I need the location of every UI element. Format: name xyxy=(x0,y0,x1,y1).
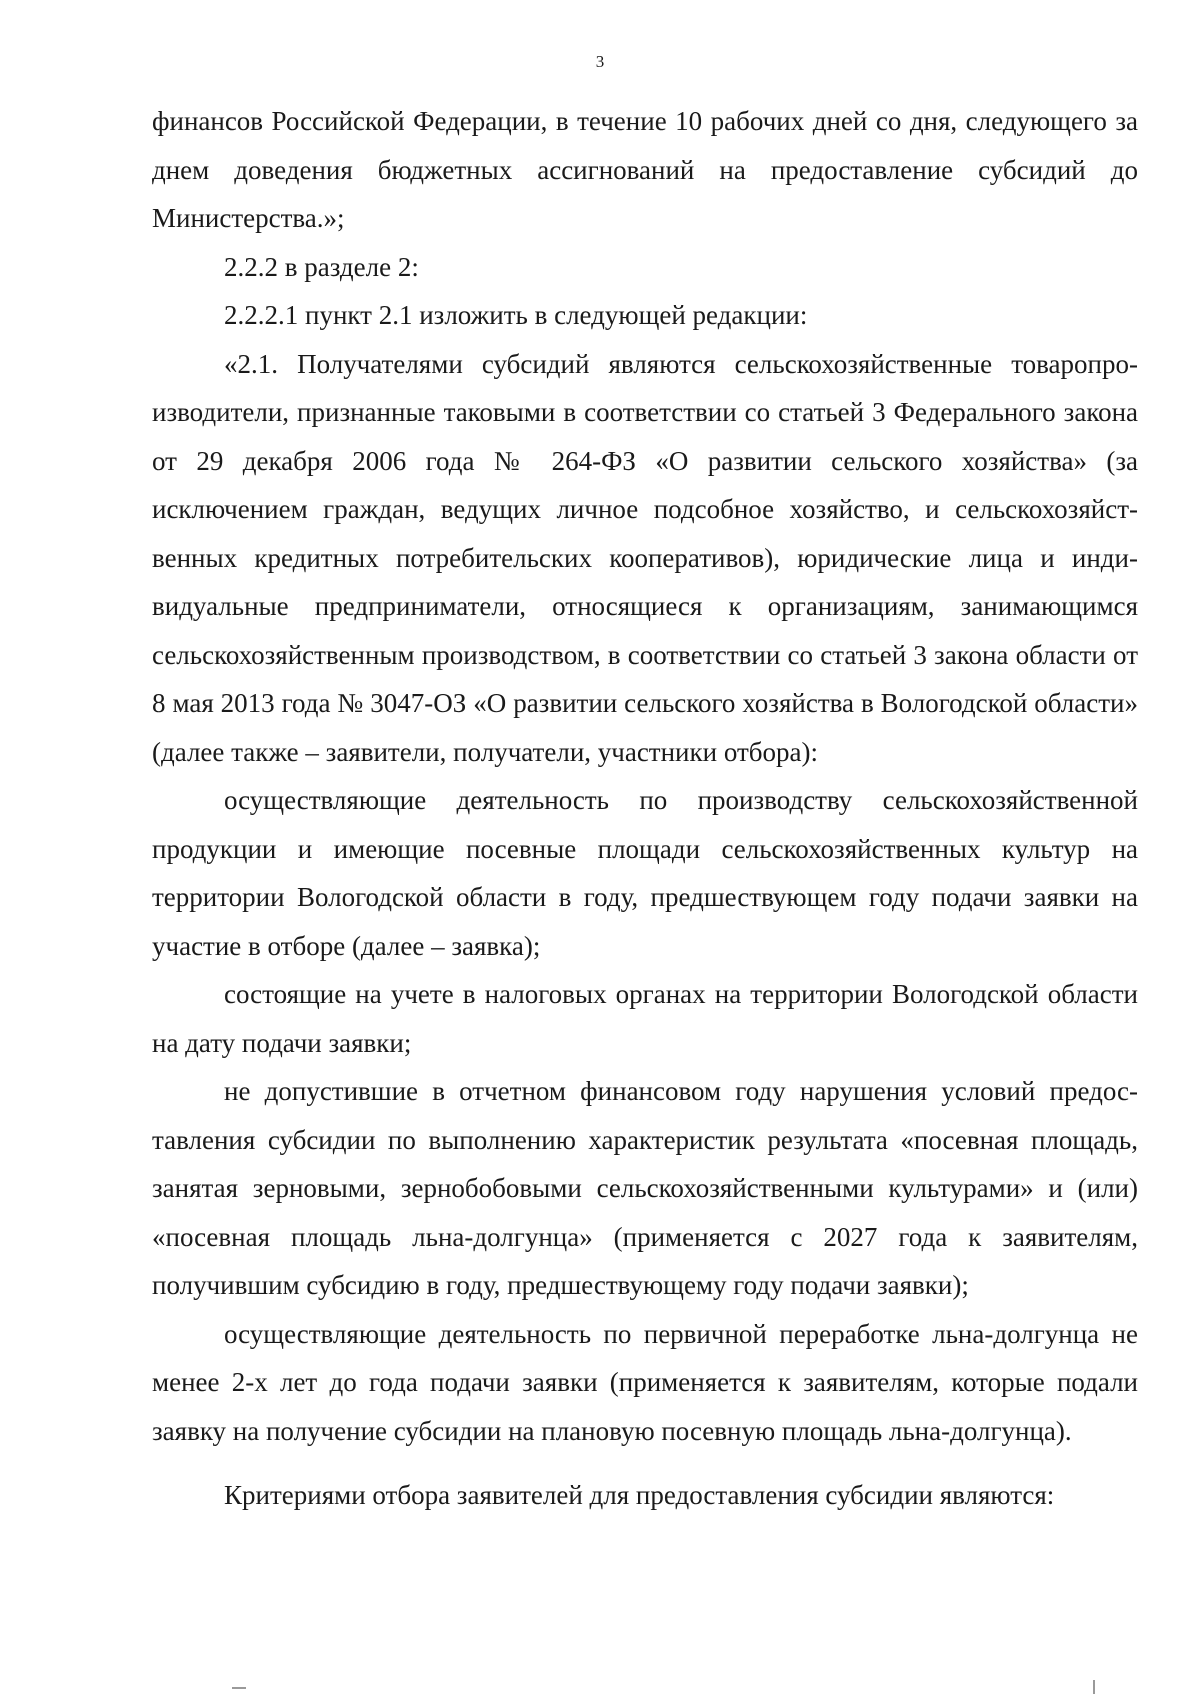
scan-artifact-right xyxy=(1093,1680,1095,1694)
scan-artifact-left xyxy=(232,1687,246,1689)
paragraph-selection-criteria: Критериями отбора заявителей для предоставления субсидии являются: xyxy=(224,1480,1055,1510)
paragraph-condition-flax-processing: осуществляющие деятельность по первичной переработке льна-долгунца не менее 2-х лет до года подачи заявки (применяется к заявителям, которые подали заявку на получение субсидии на плановую посевную площадь льна-долгунца). xyxy=(152,1318,1138,1446)
paragraph-condition-tax-registration: состоящие на учете в налоговых органах на территории Вологодской области на дату подачи заявки; xyxy=(152,979,1138,1058)
paragraph-condition-production: осуществляющие деятельность по производству сельскохозяйственной продукции и имеющие посевные площади сельскохозяйственных культур на территории Вологодской области в году, предшествующем году подачи заявки на участие в отборе (далее – заявка); xyxy=(152,785,1138,961)
paragraph-condition-no-violations: не допустившие в отчетном финансовом году нарушения условий предоставления субсидии по выполнению характеристик результата «посевная площадь, занятая зерновыми, зернобобовыми сельскохозяйственными культурами» и (или) «посевная площадь льна-долгунца» (применяется с 2027 года к заявителям, получившим субсидию в году, предшествующему году подачи заявки); xyxy=(152,1076,1138,1300)
paragraph-ministry-deadline: финансов Российской Федерации, в течение 10 рабочих дней со дня, следующего за днем доведения бюджетных ассигнований на предоставление субсидий до Министерства.»; xyxy=(152,106,1138,233)
page-number: 3 xyxy=(595,52,605,71)
paragraph-item-2-1-heading: 2.2.2.1 пункт 2.1 изложить в следующей редакции: xyxy=(224,300,808,330)
document-body xyxy=(152,97,1138,1520)
paragraph-section-2: 2.2.2 в разделе 2: xyxy=(224,251,419,282)
paragraph-recipients: «2.1. Получателями субсидий являются сельскохозяйственные товаропроизводители, признанные таковыми в соответствии со статьей 3 Федерального закона от 29 декабря 2006 года № 264-ФЗ «О развитии сельского хозяйства» (за исключением граждан, ведущих личное подсобное хозяйство, и сельскохозяйственных кредитных потребительских кооперативов), юридические лица и индивидуальные предприниматели, относящиеся к организациям, занимающимся сельскохозяйственным производством, в соответствии со статьей 3 закона области от 8 мая 2013 года № 3047-ОЗ «О развитии сельского хозяйства в Вологодской области» (далее также – заявители, получатели, участники отбора): xyxy=(152,348,1138,767)
